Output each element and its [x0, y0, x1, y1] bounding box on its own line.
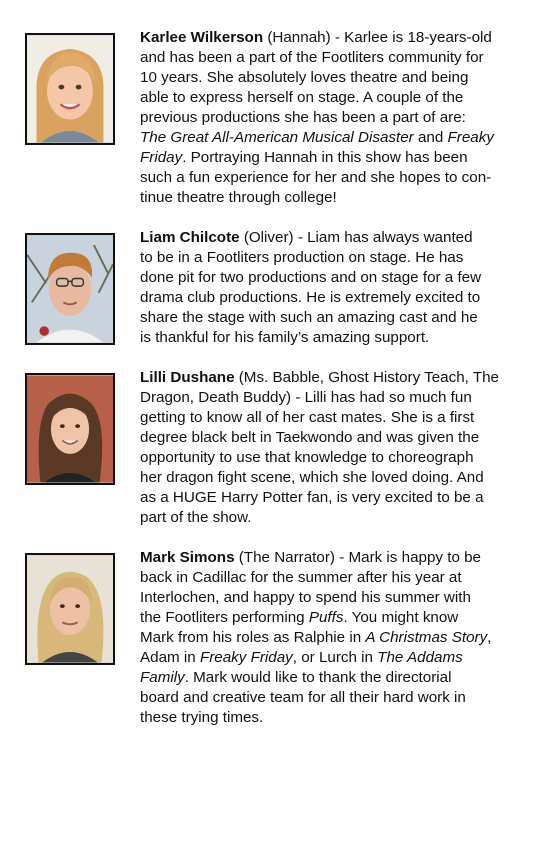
bio-segment: - Mark is happy to be — [334, 549, 482, 566]
title-italic: The Addams — [377, 649, 463, 666]
title-italic: The Great All-American Musical Disaster — [140, 129, 414, 146]
bio-line — [140, 288, 530, 308]
cast-name: Karlee Wilkerson — [140, 29, 264, 46]
headshot-lilli — [25, 373, 115, 485]
portrait-image — [27, 375, 113, 483]
bio-segment: Mark from his roles as Ralphie in — [140, 629, 366, 646]
bio-line — [140, 228, 530, 248]
bio-segment: - Karlee is 18-years-old — [330, 29, 492, 46]
cast-role: (Hannah) — [263, 29, 331, 46]
bio-segment: as a HUGE Harry Potter fan, is very excited to be a — [140, 489, 484, 506]
bio-line — [140, 128, 530, 148]
bio-line — [140, 628, 530, 648]
bio-text — [140, 548, 530, 728]
bio-line — [140, 328, 530, 348]
bio-segment: opportunity to use that knowledge to choreograph — [140, 449, 474, 466]
bio-segment: to be in a Footliters production on stage. He has — [140, 249, 464, 266]
title-italic: Friday — [140, 149, 183, 166]
headshot-liam — [25, 233, 115, 345]
bio-line — [140, 68, 530, 88]
portrait-image — [27, 235, 113, 343]
bio-line — [140, 88, 530, 108]
bio-segment: . Portraying Hannah in this show has been — [182, 149, 468, 166]
bio-line — [140, 648, 530, 668]
bio-segment: drama club productions. He is extremely excited to — [140, 289, 481, 306]
bio-line — [140, 168, 530, 188]
bio-segment: Adam in — [140, 649, 200, 666]
cast-name: Mark Simons — [140, 549, 235, 566]
bio-segment: degree black belt in Taekwondo and was given the — [140, 429, 480, 446]
bio-line — [140, 448, 530, 468]
title-italic: Family — [140, 669, 185, 686]
bio-segment: these trying times. — [140, 709, 264, 726]
cast-name: Liam Chilcote — [140, 229, 240, 246]
bio-line — [140, 48, 530, 68]
title-italic: Puffs — [308, 609, 344, 626]
title-italic: Freaky — [447, 129, 494, 146]
bio-line — [140, 188, 530, 208]
bio-text — [140, 368, 530, 528]
bio-segment: able to express herself on stage. A couple of the — [140, 89, 464, 106]
bio-line — [140, 708, 530, 728]
bio-line — [140, 28, 530, 48]
cast-role: (Ms. Babble, Ghost History Teach, The — [234, 369, 500, 386]
bio-line — [140, 688, 530, 708]
bio-segment: . Mark would like to thank the directorial — [184, 669, 452, 686]
bio-segment: 10 years. She absolutely loves theatre and being — [140, 69, 469, 86]
bio-segment: tinue theatre through college! — [140, 189, 337, 206]
bio-line — [140, 428, 530, 448]
bio-line — [140, 308, 530, 328]
portrait-image — [27, 555, 113, 663]
bio-line — [140, 148, 530, 168]
bio-segment: . You might know — [343, 609, 459, 626]
bio-segment: her dragon fight scene, which she loved doing. And — [140, 469, 484, 486]
bio-line — [140, 508, 530, 528]
bio-line — [140, 588, 530, 608]
portrait-image — [27, 35, 113, 143]
bio-text — [140, 28, 530, 208]
bio-line — [140, 468, 530, 488]
title-italic: A Christmas Story — [365, 629, 488, 646]
bio-line — [140, 608, 530, 628]
bio-line — [140, 368, 530, 388]
bio-segment: back in Cadillac for the summer after his year at — [140, 569, 462, 586]
bio-segment: share the stage with such an amazing cast and he — [140, 309, 478, 326]
cast-role: (Oliver) — [239, 229, 294, 246]
bio-segment: , or Lurch in — [292, 649, 378, 666]
bio-segment: , — [487, 629, 492, 646]
bio-line — [140, 488, 530, 508]
bio-segment: done pit for two productions and on stage for a few — [140, 269, 482, 286]
bio-segment: and has been a part of the Footliters community for — [140, 49, 484, 66]
bio-line — [140, 268, 530, 288]
bio-line — [140, 108, 530, 128]
title-italic: Freaky Friday — [199, 649, 293, 666]
bio-segment: and — [413, 129, 448, 146]
bio-text — [140, 228, 530, 348]
headshot-karlee — [25, 33, 115, 145]
bio-segment: - Liam has always wanted — [293, 229, 473, 246]
bio-line — [140, 668, 530, 688]
bio-segment: the Footliters performing — [140, 609, 309, 626]
bio-segment: part of the show. — [140, 509, 252, 526]
bio-line — [140, 388, 530, 408]
bio-line — [140, 568, 530, 588]
bio-line — [140, 548, 530, 568]
headshot-mark — [25, 553, 115, 665]
bio-line — [140, 248, 530, 268]
bio-segment: board and creative team for all their hard work in — [140, 689, 466, 706]
bio-segment: getting to know all of her cast mates. She is a first — [140, 409, 475, 426]
bio-segment: Dragon, Death Buddy) - Lilli has had so much fun — [140, 389, 472, 406]
cast-role: (The Narrator) — [234, 549, 335, 566]
cast-name: Lilli Dushane — [140, 369, 235, 386]
bio-segment: previous productions she has been a part of are: — [140, 109, 466, 126]
bio-line — [140, 408, 530, 428]
bio-segment: Interlochen, and happy to spend his summer with — [140, 589, 471, 606]
bio-segment: is thankful for his family’s amazing support. — [140, 329, 430, 346]
bio-segment: such a fun experience for her and she hopes to con- — [140, 169, 492, 186]
